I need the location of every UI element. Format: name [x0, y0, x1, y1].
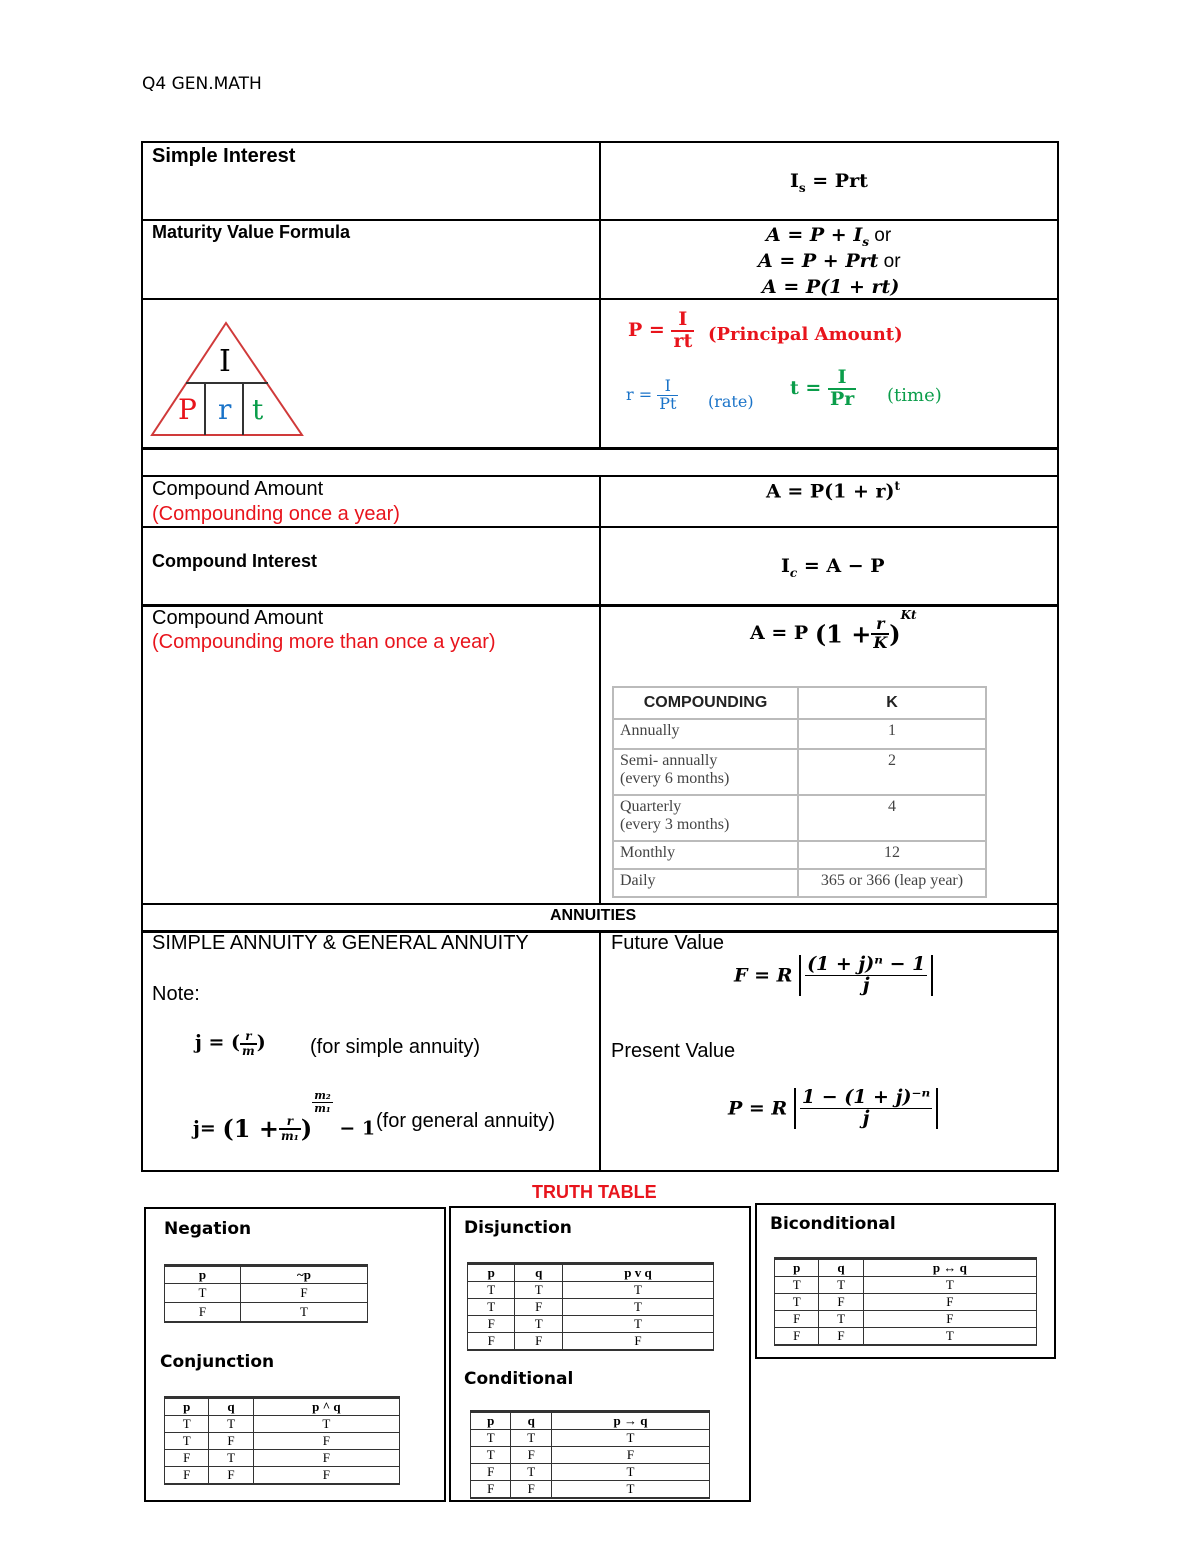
truth-table-heading: TRUTH TABLE: [532, 1182, 657, 1202]
compound-more-formula: A = P (1 + $\frac{r}{K}$ )$^{Kt}$: [750, 608, 917, 652]
annuity-note-label: Note:: [152, 983, 200, 1005]
table-row: T T T: [471, 1430, 710, 1447]
j-simple-formula: j = ( $\frac{r}{m}$ ): [195, 1029, 266, 1058]
principal-formula: P = $\frac{I}{rt}$: [628, 308, 693, 352]
table-row: T F: [165, 1284, 368, 1303]
future-value-title: Future Value: [611, 932, 725, 954]
rate-note: (rate): [708, 392, 754, 411]
principal-note: (Principal Amount): [708, 324, 903, 345]
table-row: T F F: [471, 1447, 710, 1464]
compounding-frequency-table: [612, 686, 987, 898]
table-row: T F T: [468, 1299, 714, 1316]
table-row: F F T: [471, 1481, 710, 1499]
compound-interest-formula: $I_c = A - P$: [781, 555, 885, 580]
table-row: Monthly 12: [613, 841, 986, 869]
table-row: F T F: [775, 1311, 1037, 1328]
table-row: T F F: [165, 1433, 400, 1450]
biconditional-table: p q p ↔ q T T T T F F F T F F F T: [774, 1257, 1037, 1346]
rate-formula: r = $\frac{I}{Pt}$: [626, 376, 677, 413]
maturity-formula-1: $A = P + I_s$ or: [766, 224, 892, 249]
table-row: T T T: [165, 1416, 400, 1433]
j-simple-description: (for simple annuity): [310, 1036, 481, 1058]
conjunction-title: Conjunction: [160, 1352, 275, 1372]
conditional-title: Conditional: [464, 1369, 574, 1389]
table-row: T T T: [468, 1282, 714, 1299]
negation-table: p ~p T F F T: [164, 1264, 368, 1323]
negation-title: Negation: [164, 1219, 252, 1239]
maturity-formula-3: A = P(1 + rt): [762, 276, 900, 298]
annuity-types-title: SIMPLE ANNUITY & GENERAL ANNUITY: [152, 932, 529, 954]
compound-more-sublabel: (Compounding more than once a year): [152, 631, 496, 653]
maturity-value-label: Maturity Value Formula: [152, 222, 351, 242]
simple-interest-label: Simple Interest: [152, 145, 296, 167]
triangle-letter-r: r: [218, 393, 232, 426]
table-row: Quarterly (every 3 months) 4: [613, 795, 986, 841]
future-value-formula: F = R (1 + j)ⁿ − 1 j: [734, 955, 933, 996]
simple-interest-formula: $I_s$ = Prt: [790, 170, 868, 195]
biconditional-title: Biconditional: [770, 1214, 896, 1234]
table-row: F F F: [165, 1467, 400, 1485]
maturity-formula-2: A = P + Prt or: [758, 250, 901, 272]
formula-sheet: [141, 141, 1059, 1172]
j-general-formula: j= (1 + $\frac{r}{\text{m₁}}$ ) $\frac{\text{m₂}}{\text{m₁}}$ − 1: [193, 1089, 376, 1144]
time-formula: t = $\frac{I}{Pr}$: [790, 366, 855, 410]
table-row: F T: [165, 1303, 368, 1323]
disjunction-table: p q p v q T T T T F T F T T F F F: [467, 1262, 714, 1351]
table-row: F T F: [165, 1450, 400, 1467]
table-row: F T T: [468, 1316, 714, 1333]
triangle-letter-t: t: [252, 393, 264, 426]
present-value-title: Present Value: [611, 1040, 736, 1062]
table-row: F F F: [468, 1333, 714, 1351]
conditional-table: p q p → q T T T T F F F T T F F T: [470, 1410, 710, 1499]
page-header-title: Q4 GEN.MATH: [142, 74, 262, 94]
compound-amount-more-label: Compound Amount: [152, 607, 324, 629]
table-row: T T T: [775, 1277, 1037, 1294]
compound-once-formula: $A = P(1 + r)^t$: [766, 479, 901, 503]
compound-once-sublabel: (Compounding once a year): [152, 503, 400, 525]
k-header: K: [798, 687, 986, 719]
table-row: T F F: [775, 1294, 1037, 1311]
present-value-formula: P = R 1 − (1 + j)⁻ⁿ j: [728, 1088, 938, 1129]
compound-amount-label: Compound Amount: [152, 478, 324, 500]
table-row: F T T: [471, 1464, 710, 1481]
triangle-letter-p: P: [178, 393, 197, 426]
compound-interest-label: Compound Interest: [152, 551, 317, 571]
j-general-description: (for general annuity): [376, 1110, 555, 1132]
disjunction-title: Disjunction: [464, 1218, 572, 1238]
table-row: Daily 365 or 366 (leap year): [613, 869, 986, 897]
triangle-letter-i: I: [219, 344, 231, 379]
conjunction-table: p q p ^ q T T T T F F F T F F F F: [164, 1396, 400, 1485]
compounding-header: COMPOUNDING: [613, 687, 798, 719]
annuities-heading: ANNUITIES: [550, 907, 637, 924]
table-row: F F T: [775, 1328, 1037, 1346]
table-row: Annually 1: [613, 719, 986, 749]
table-row: Semi- annually (every 6 months) 2: [613, 749, 986, 795]
time-note: (time): [887, 385, 942, 406]
